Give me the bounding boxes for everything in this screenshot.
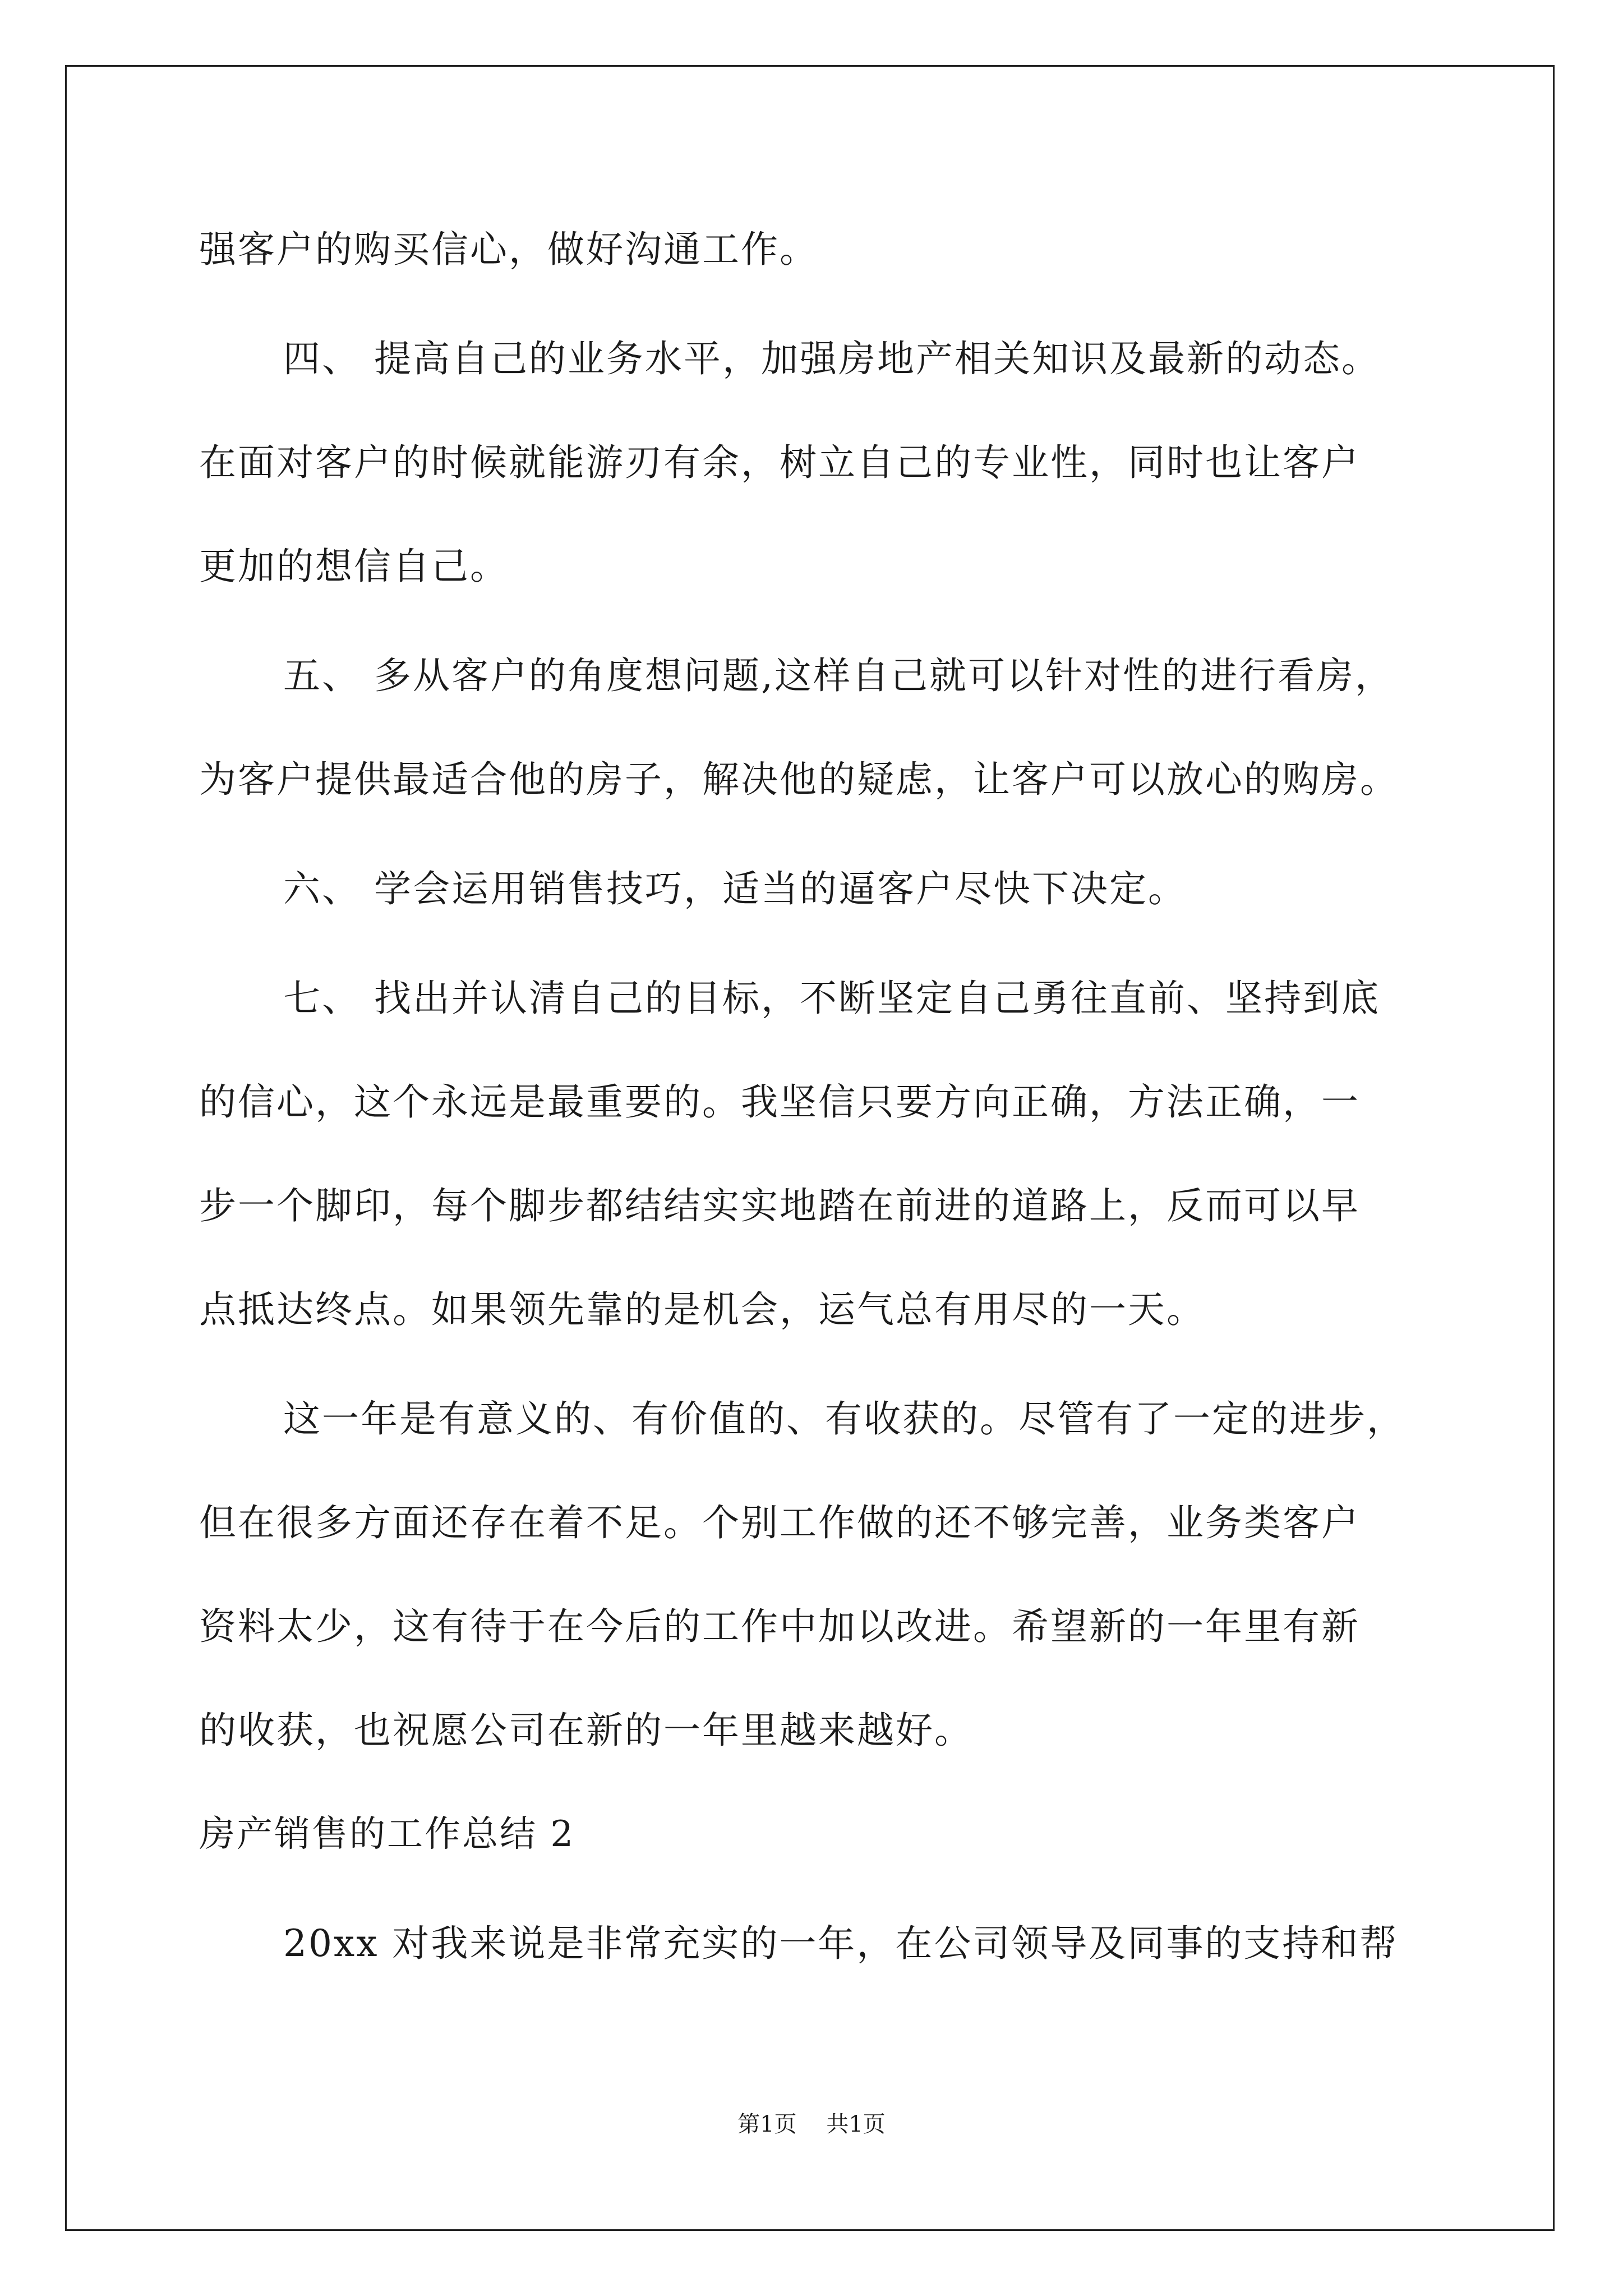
text-line: 资料太少，这有待于在今后的工作中加以改进。希望新的一年里有新: [199, 1605, 1360, 1648]
paragraph-intro: 20xx 对我来说是非常充实的一年，在公司领导及同事的支持和帮: [283, 1922, 1399, 1965]
text-line: 但在很多方面还存在着不足。个别工作做的还不够完善，业务类客户: [199, 1501, 1360, 1544]
text-line: 更加的想信自己。: [199, 545, 509, 588]
page-footer: 第1页 共1页: [737, 2111, 886, 2137]
paragraph-item-6: 六、 学会运用销售技巧，适当的逼客户尽快下决定。: [283, 867, 1187, 910]
text-line: 的信心，这个永远是最重要的。我坚信只要方向正确，方法正确，一: [199, 1080, 1360, 1124]
text-line: 为客户提供最适合他的房子，解决他的疑虑，让客户可以放心的购房。: [199, 758, 1399, 801]
text-line: 点抵达终点。如果领先靠的是机会，运气总有用尽的一天。: [199, 1288, 1205, 1331]
text-line: 步一个脚印，每个脚步都结结实实地踏在前进的道路上，反而可以早: [199, 1184, 1360, 1227]
section-title: 房产销售的工作总结 2: [199, 1814, 575, 1855]
paragraph-item-5: 五、 多从客户的角度想问题,这样自己就可以针对性的进行看房，: [283, 654, 1394, 697]
text-line: 在面对客户的时候就能游刃有余，树立自己的专业性，同时也让客户: [199, 441, 1360, 484]
text-line: 的收获，也祝愿公司在新的一年里越来越好。: [199, 1709, 973, 1752]
document-body: [199, 0, 1489, 2132]
paragraph-summary: 这一年是有意义的、有价值的、有收获的。尽管有了一定的进步，: [283, 1397, 1405, 1441]
paragraph-item-4: 四、 提高自己的业务水平，加强房地产相关知识及最新的动态。: [283, 337, 1380, 380]
paragraph-item-7: 七、 找出并认清自己的目标，不断坚定自己勇往直前、坚持到底: [283, 977, 1380, 1020]
text-line: 强客户的购买信心，做好沟通工作。: [199, 228, 818, 271]
